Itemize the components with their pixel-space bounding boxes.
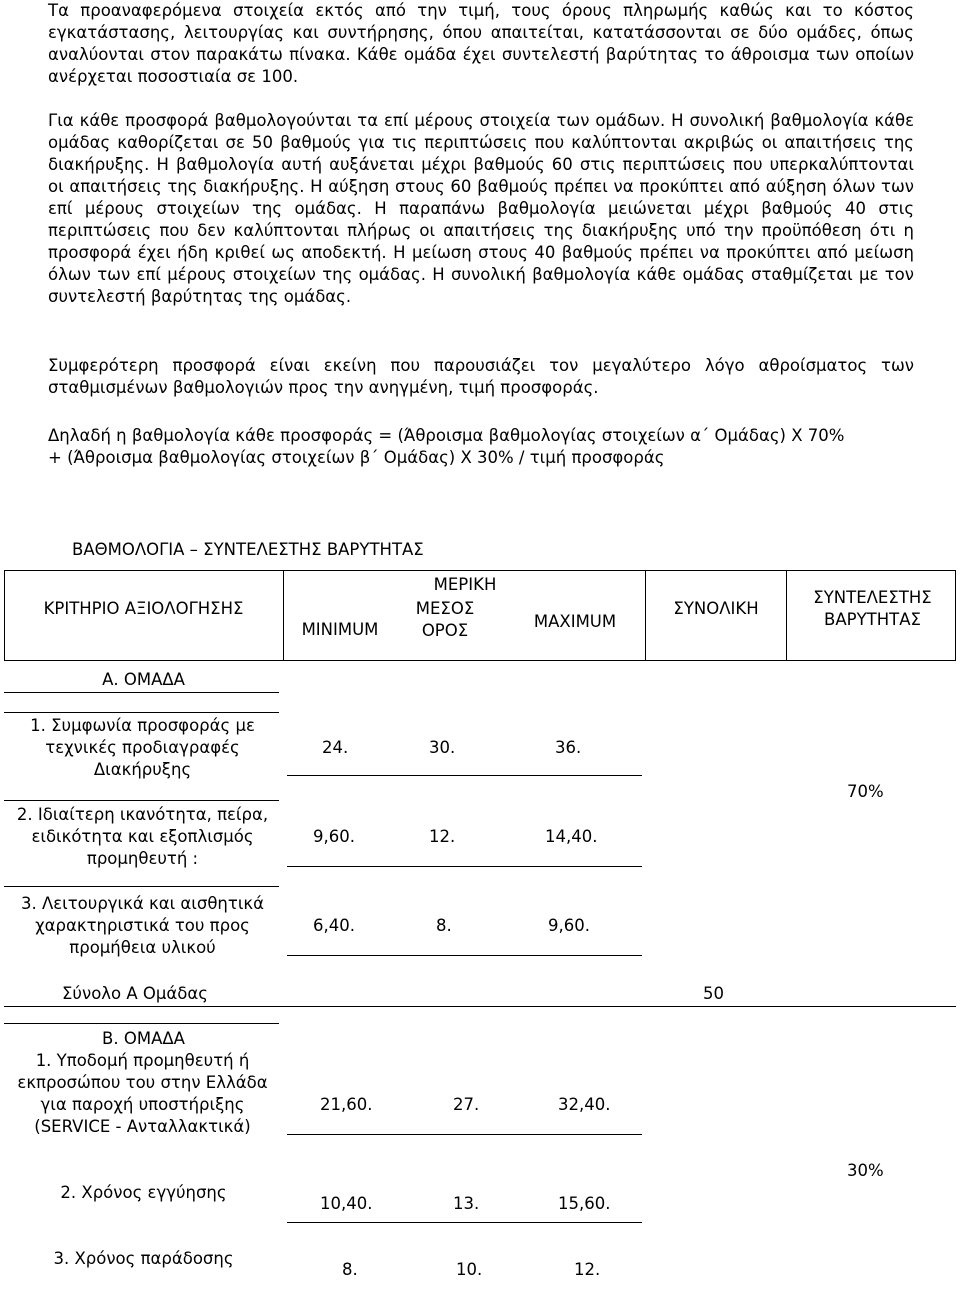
group-a-total-value: 50 <box>703 984 724 1003</box>
group-b-weight: 30% <box>847 1161 884 1180</box>
group-b-row2-max: 15,60. <box>558 1194 611 1213</box>
intro-paragraph: Τα προαναφερόμενα στοιχεία εκτός από την τιμή, τους όρους πληρωμής καθώς και το κόστος εγκατάστασης, λειτουργίας και συντήρησης, όπου απαιτείται, κατατάσσονται σε δύο ομάδες, όπως αναλύονται στον παρακάτω πίνακα. Κάθε ομάδα έχει συντελεστή βαρύτητας το άθροισμα των οποίων ανέρχεται ποσοστιαία σε 100. <box>48 1 914 86</box>
table-line <box>287 775 642 776</box>
table-title: ΒΑΘΜΟΛΟΓΙΑ – ΣΥΝΤΕΛΕΣΤΗΣ ΒΑΡΥΤΗΤΑΣ <box>72 540 424 559</box>
group-a-criterion-1: 1. Συμφωνία προσφοράς με τεχνικές προδιαγραφές Διακήρυξης <box>30 716 255 779</box>
group-b-row1-max: 32,40. <box>558 1095 611 1114</box>
header-criterion: ΚΡΙΤΗΡΙΟ ΑΞΙΟΛΟΓΗΣΗΣ <box>43 599 244 618</box>
header-minimum: MINIMUM <box>301 620 379 639</box>
group-b-row1-min: 21,60. <box>320 1095 373 1114</box>
group-a-criterion-2: 2. Ιδιαίτερη ικανότητα, πείρα, ειδικότητα και εξοπλισμός προμηθευτή : <box>16 805 269 868</box>
group-a-row1-min: 24. <box>322 738 349 757</box>
table-line <box>287 1222 642 1223</box>
table-line <box>4 660 956 661</box>
group-b-criterion-2: 2. Χρόνος εγγύησης <box>60 1183 227 1202</box>
header-weight: ΣΥΝΤΕΛΕΣΤΗΣ ΒΑΡΥΤΗΤΑΣ <box>813 588 932 629</box>
header-mean: ΜΕΣΟΣ ΟΡΟΣ <box>415 599 475 640</box>
header-partial: ΜΕΡΙΚΗ <box>433 575 497 594</box>
table-line <box>955 570 956 660</box>
table-line <box>283 570 284 660</box>
group-b-row1-mean: 27. <box>453 1095 480 1114</box>
group-a-row1-max: 36. <box>555 738 582 757</box>
table-line <box>786 570 787 660</box>
group-a-row2-max: 14,40. <box>545 827 598 846</box>
group-b-row3-mean: 10. <box>456 1260 483 1279</box>
table-line <box>4 712 279 713</box>
group-a-row3-min: 6,40. <box>313 916 355 935</box>
group-a-row3-max: 9,60. <box>548 916 590 935</box>
group-b-row2-mean: 13. <box>453 1194 480 1213</box>
group-a-weight: 70% <box>847 782 884 801</box>
header-total: ΣΥΝΟΛΙΚΗ <box>673 599 759 618</box>
group-a-row3-mean: 8. <box>436 916 452 935</box>
table-line <box>4 692 279 693</box>
table-line <box>4 886 279 887</box>
group-b-criterion-1: 1. Υποδομή προμηθευτή ή εκπροσώπου του στην Ελλάδα για παροχή υποστήριξης (SERVICE - Ανταλλακτικά) <box>17 1051 268 1136</box>
table-line <box>287 866 642 867</box>
table-line <box>4 800 279 801</box>
table-line <box>287 1134 642 1135</box>
header-maximum: MAXIMUM <box>533 612 617 631</box>
group-a-row2-min: 9,60. <box>313 827 355 846</box>
group-a-total-label: Σύνολο Α Ομάδας <box>62 984 208 1003</box>
table-line <box>4 570 956 571</box>
table-line <box>287 955 642 956</box>
group-a-criterion-3: 3. Λειτουργικά και αισθητικά χαρακτηριστικά του προς προμήθεια υλικού <box>20 894 265 957</box>
group-b-row3-min: 8. <box>342 1260 358 1279</box>
best-offer-paragraph: Συμφερότερη προσφορά είναι εκείνη που παρουσιάζει τον μεγαλύτερο λόγο αθροίσματος των σταθμισμένων βαθμολογιών προς την ανηγμένη, τιμή προσφοράς. <box>48 356 914 397</box>
table-line <box>4 1023 279 1024</box>
formula-line-1: Δηλαδή η βαθμολογία κάθε προσφοράς = (Άθροισμα βαθμολογίας στοιχείων α΄ Ομάδας) Χ 70% <box>48 426 845 445</box>
group-a-row2-mean: 12. <box>429 827 456 846</box>
group-b-criterion-3: 3. Χρόνος παράδοσης <box>53 1249 234 1268</box>
group-a-label: Α. ΟΜΑΔΑ <box>102 670 185 689</box>
formula-line-2: + (Άθροισμα βαθμολογίας στοιχείων β΄ Ομάδας) Χ 30% / τιμή προσφοράς <box>48 448 665 467</box>
group-b-row3-max: 12. <box>574 1260 601 1279</box>
scoring-paragraph: Για κάθε προσφορά βαθμολογούνται τα επί μέρους στοιχεία των ομάδων. Η συνολική βαθμολογία κάθε ομάδας καθορίζεται σε 50 βαθμούς για τις περιπτώσεις που καλύπτονται ακριβώς οι απαιτήσεις της διακήρυξης. Η βαθμολογία αυτή αυξάνεται μέχρι βαθμούς 60 στις περιπτώσεις που υπερκαλύπτονται οι απαιτήσεις της διακήρυξης. Η αύξηση στους 60 βαθμούς πρέπει να προκύπτει από αύξηση όλων των επί μέρους στοιχείων της ομάδας. Η παραπάνω βαθμολογία μειώνεται μέχρι βαθμούς 40 στις περιπτώσεις που δεν καλύπτονται πλήρως οι απαιτήσεις της διακήρυξης υπό την προϋπόθεση ότι η προσφορά έχει ήδη κριθεί ως αποδεκτή. Η μείωση στους 40 βαθμούς πρέπει να προκύπτει από μείωση όλων των επί μέρους στοιχείων της ομάδας. Η συνολική βαθμολογία κάθε ομάδας σταθμίζεται με τον συντελεστή βαρύτητας της ομάδας. <box>48 111 914 306</box>
table-line <box>4 1006 956 1007</box>
group-b-row2-min: 10,40. <box>320 1194 373 1213</box>
group-a-row1-mean: 30. <box>429 738 456 757</box>
group-b-label: Β. ΟΜΑΔΑ <box>102 1029 185 1048</box>
